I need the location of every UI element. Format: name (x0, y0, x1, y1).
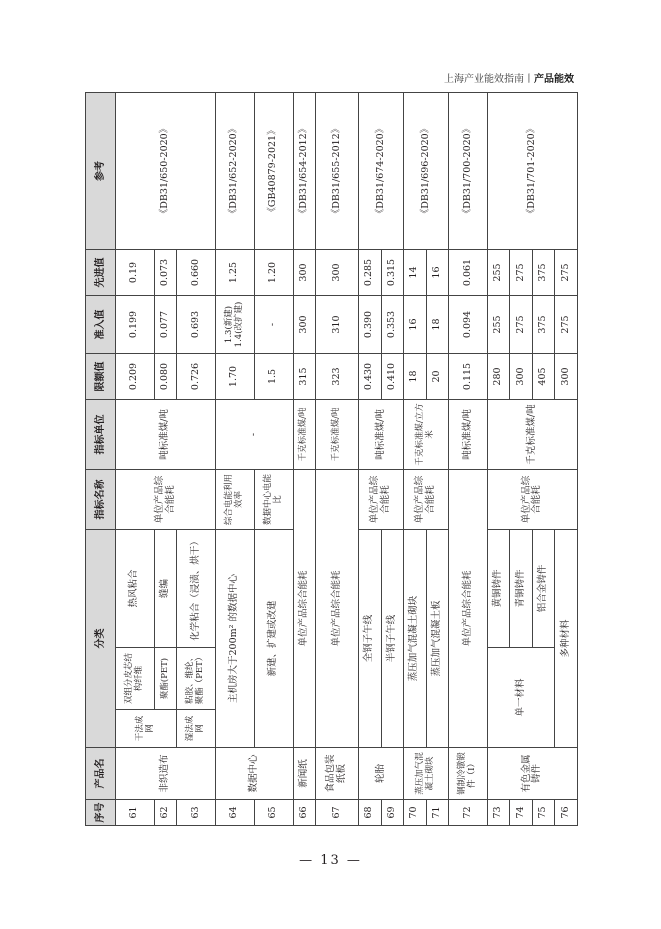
cell-unit: 吨标准煤/吨 (116, 399, 216, 469)
cell-indicator: 数据中心电能比 (254, 469, 293, 529)
cell-access: 16 (404, 295, 427, 353)
header-seq: 序号 (86, 800, 116, 826)
cell-reference: 《DB31/674-2020》 (359, 92, 404, 249)
cell-product: 钢制冷镦锻件（Ⅰ） (449, 748, 488, 800)
header-category: 分类 (86, 529, 116, 747)
cell-limit: 0.115 (449, 353, 488, 399)
cell-indicator: 综合电能利用效率 (216, 469, 255, 529)
cell-seq: 76 (555, 800, 578, 826)
cell-unit: 千克标准煤/吨 (293, 399, 316, 469)
cell-limit: 1.70 (216, 353, 255, 399)
cell-category: 单位产品综合能耗 (316, 469, 359, 747)
cell-category: 全钢子午线 (359, 529, 382, 747)
cell-category: 主机房大于200m² 的数据中心 (216, 529, 255, 747)
cell-advanced: 0.061 (449, 249, 488, 295)
cell-advanced: 14 (404, 249, 427, 295)
table-row (116, 92, 155, 825)
cell-limit: 0.080 (154, 353, 177, 399)
cell-product: 非织造布 (116, 748, 216, 800)
cell-category-alloy: 青铜铸件 (510, 529, 533, 647)
cell-seq: 71 (426, 800, 449, 826)
cell-reference: 《DB31/701-2020》 (487, 92, 577, 249)
cell-advanced: 0.073 (154, 249, 177, 295)
cell-category-alloy: 铝合金铸件 (532, 529, 555, 647)
table-row (316, 92, 359, 825)
cell-limit: 300 (555, 353, 578, 399)
cell-seq: 69 (381, 800, 404, 826)
cell-advanced: 300 (316, 249, 359, 295)
cell-category-material: 聚酯(PET) (154, 648, 177, 710)
cell-limit: 0.430 (359, 353, 382, 399)
cell-advanced: 1.20 (254, 249, 293, 295)
cell-access: 300 (293, 295, 316, 353)
cell-advanced: 275 (510, 249, 533, 295)
cell-access: 375 (532, 295, 555, 353)
cell-advanced: 255 (487, 249, 510, 295)
cell-advanced: 16 (426, 249, 449, 295)
cell-advanced: 0.315 (381, 249, 404, 295)
page-number: — 13 — (299, 853, 362, 868)
cell-access: 0.693 (177, 295, 216, 353)
cell-product: 有色金属铸件 (487, 748, 577, 800)
cell-limit: 0.726 (177, 353, 216, 399)
header-advanced: 先进值 (86, 249, 116, 295)
cell-limit: 300 (510, 353, 533, 399)
cell-advanced: 375 (532, 249, 555, 295)
rotated-table-container (85, 93, 578, 826)
cell-seq: 67 (316, 800, 359, 826)
table-row (359, 92, 382, 825)
cell-access: 0.077 (154, 295, 177, 353)
cell-seq: 63 (177, 800, 216, 826)
energy-efficiency-table (85, 92, 578, 826)
cell-category-material: 双组分皮芯结构纤维 (116, 648, 155, 710)
cell-limit: 0.209 (116, 353, 155, 399)
table-row (449, 92, 488, 825)
cell-reference: 《DB31/652-2020》 (216, 92, 255, 249)
cell-unit: - (216, 399, 294, 469)
cell-advanced: 0.19 (116, 249, 155, 295)
access-line-new: 1.3(新建) (224, 305, 235, 344)
cell-product: 轮胎 (359, 748, 404, 800)
cell-category: 多种材料 (555, 529, 578, 747)
access-line-expand: 1.4(改扩建) (233, 301, 244, 348)
table-row (216, 92, 255, 825)
cell-access: 18 (426, 295, 449, 353)
table-row (293, 92, 316, 825)
cell-seq: 61 (116, 800, 155, 826)
cell-reference: 《DB31/654-2012》 (293, 92, 316, 249)
header-title: 上海产业能效指南 (444, 74, 524, 85)
cell-reference: 《GB40879-2021》 (254, 92, 293, 249)
table-row (487, 92, 510, 825)
cell-access (216, 295, 255, 353)
cell-indicator: 单位产品综合能耗 (116, 469, 216, 529)
cell-seq: 65 (254, 800, 293, 826)
cell-seq: 64 (216, 800, 255, 826)
header-reference: 参考 (86, 92, 116, 249)
table-row (404, 92, 427, 825)
cell-reference: 《DB31/650-2020》 (116, 92, 216, 249)
header-section: 产品能效 (534, 74, 574, 85)
cell-limit: 0.410 (381, 353, 404, 399)
cell-unit: 吨标准煤/吨 (449, 399, 488, 469)
cell-limit: 18 (404, 353, 427, 399)
cell-unit: 吨标准煤/吨 (359, 399, 404, 469)
cell-indicator: 单位产品综合能耗 (359, 469, 404, 529)
cell-limit: 405 (532, 353, 555, 399)
cell-seq: 68 (359, 800, 382, 826)
cell-category: 单位产品综合能耗 (293, 469, 316, 747)
cell-product: 蒸压加气混凝土砌块 (404, 748, 449, 800)
header-unit: 指标单位 (86, 399, 116, 469)
cell-advanced: 275 (555, 249, 578, 295)
cell-access: 0.353 (381, 295, 404, 353)
cell-unit: 千克标准煤/吨 (316, 399, 359, 469)
cell-seq: 66 (293, 800, 316, 826)
cell-seq: 74 (510, 800, 533, 826)
cell-indicator: 单位产品综合能耗 (404, 469, 449, 529)
cell-seq: 72 (449, 800, 488, 826)
cell-unit: 千克标准煤/立方米 (404, 399, 449, 469)
cell-access: 255 (487, 295, 510, 353)
cell-seq: 62 (154, 800, 177, 826)
cell-category: 蒸压加气混凝土板 (426, 529, 449, 747)
cell-product: 食品包装纸板 (316, 748, 359, 800)
cell-advanced: 1.25 (216, 249, 255, 295)
running-header (444, 70, 574, 85)
cell-access: 310 (316, 295, 359, 353)
cell-category-method: 干法成网 (116, 710, 177, 748)
cell-limit: 20 (426, 353, 449, 399)
cell-category: 新建、扩建或改建 (254, 529, 293, 747)
cell-reference: 《DB31/696-2020》 (404, 92, 449, 249)
cell-indicator: 单位产品综合能耗 (487, 469, 577, 529)
cell-seq: 70 (404, 800, 427, 826)
cell-access: 0.094 (449, 295, 488, 353)
cell-category-material-type: 单一材料 (487, 648, 555, 748)
header-separator: 丨 (524, 74, 534, 85)
cell-category-process: 化学粘合（浸渍、烘干） (177, 529, 216, 647)
table-rotator (85, 93, 578, 826)
cell-product: 数据中心 (216, 748, 294, 800)
cell-category-process: 缝编 (154, 529, 177, 647)
cell-category: 蒸压加气混凝土砌块 (404, 529, 427, 747)
cell-access: 0.199 (116, 295, 155, 353)
cell-limit: 315 (293, 353, 316, 399)
cell-advanced: 0.285 (359, 249, 382, 295)
cell-category: 单位产品综合能耗 (449, 469, 488, 747)
cell-category-method: 湿法成网 (177, 710, 216, 748)
cell-category-material: 粘胶、维纶、聚酯（PET） (177, 648, 216, 710)
cell-unit: 千克标准煤/吨 (487, 399, 577, 469)
cell-advanced: 300 (293, 249, 316, 295)
cell-reference: 《DB31/700-2020》 (449, 92, 488, 249)
cell-access: - (254, 295, 293, 353)
cell-limit: 280 (487, 353, 510, 399)
cell-advanced: 0.660 (177, 249, 216, 295)
cell-seq: 73 (487, 800, 510, 826)
cell-access: 0.390 (359, 295, 382, 353)
cell-product: 新闻纸 (293, 748, 316, 800)
header-product: 产品名 (86, 748, 116, 800)
table-header-row (86, 92, 116, 825)
cell-limit: 323 (316, 353, 359, 399)
cell-access: 275 (555, 295, 578, 353)
header-access: 准入值 (86, 295, 116, 353)
cell-category-alloy: 黄铜铸件 (487, 529, 510, 647)
header-indicator: 指标名称 (86, 469, 116, 529)
cell-reference: 《DB31/655-2012》 (316, 92, 359, 249)
cell-category-process: 热风粘合 (116, 529, 155, 647)
cell-access: 275 (510, 295, 533, 353)
cell-seq: 75 (532, 800, 555, 826)
cell-category: 半钢子午线 (381, 529, 404, 747)
cell-limit: 1.5 (254, 353, 293, 399)
header-limit: 限额值 (86, 353, 116, 399)
